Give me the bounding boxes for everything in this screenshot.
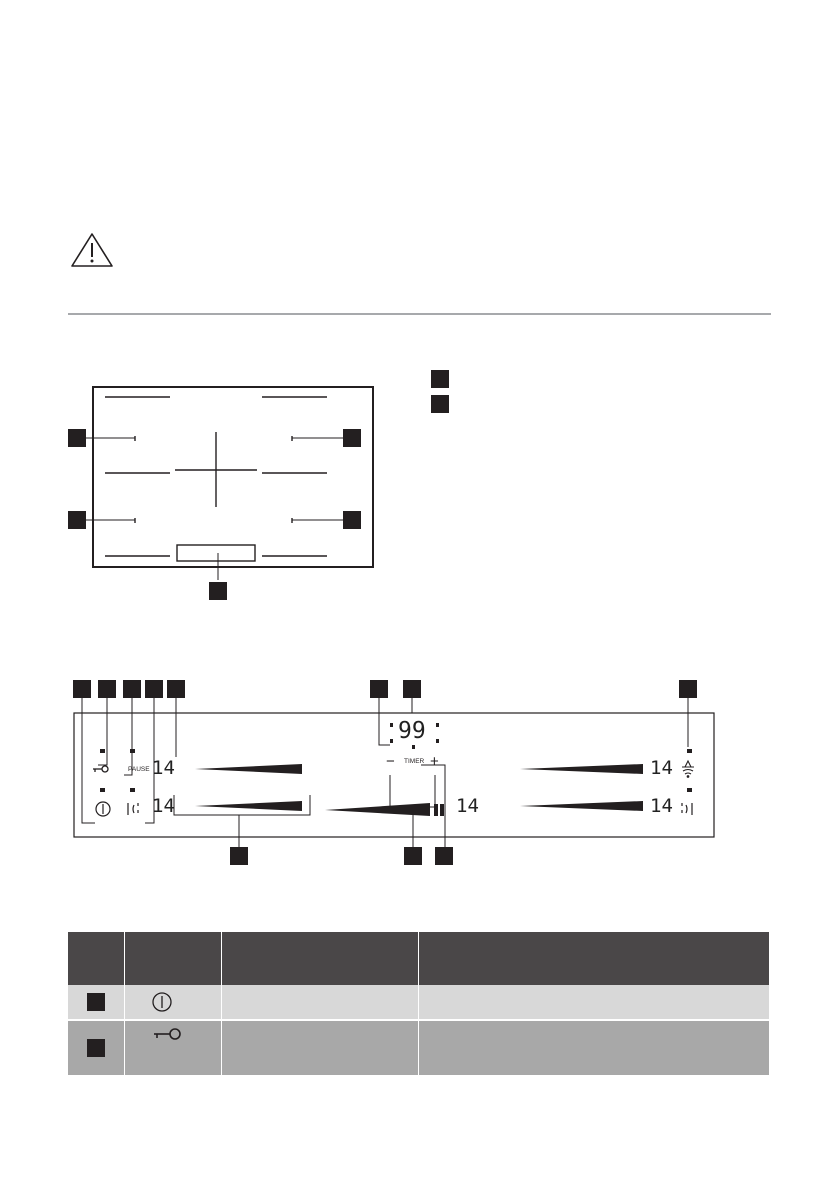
table-header-row	[68, 932, 770, 985]
hob-layout-diagram	[50, 380, 380, 605]
table-cell	[68, 1020, 125, 1075]
table-cell	[222, 985, 419, 1020]
table-cell	[68, 985, 125, 1020]
zone-display-right-bottom: 14	[650, 795, 673, 817]
timer-display: 99	[398, 718, 426, 744]
power-icon	[150, 990, 174, 1014]
symbol-table	[68, 932, 770, 1075]
zone-display-mid: 14	[456, 795, 479, 817]
zone-display-left-top: 14	[152, 757, 175, 779]
bridge-icon	[128, 803, 138, 815]
row-number-marker	[87, 1039, 105, 1057]
timer-label: TIMER	[404, 758, 425, 765]
legend-marker	[431, 370, 449, 388]
table-header	[125, 932, 222, 985]
legend-marker	[431, 395, 449, 413]
power-icon	[96, 802, 110, 816]
table-cell	[419, 1020, 770, 1075]
table-cell	[125, 1020, 222, 1075]
zone-display-right-top: 14	[650, 757, 673, 779]
table-header	[419, 932, 770, 985]
table-cell	[125, 985, 222, 1020]
row-number-marker	[87, 993, 105, 1011]
key-lock-icon	[152, 1027, 182, 1041]
timer-minus: −	[386, 753, 395, 770]
section-divider	[68, 313, 771, 315]
table-header	[222, 932, 419, 985]
control-panel-lines	[40, 675, 740, 875]
control-panel-diagram	[40, 675, 740, 875]
table-header	[68, 932, 125, 985]
key-lock-icon	[93, 766, 108, 772]
table-row	[68, 1020, 770, 1075]
bridge-icon	[682, 803, 692, 815]
pause-label: PAUSE	[128, 766, 150, 773]
table-cell	[222, 1020, 419, 1075]
table-cell	[419, 985, 770, 1020]
zone-display-left-bottom: 14	[152, 795, 175, 817]
timer-plus: +	[430, 753, 439, 770]
table-row	[68, 985, 770, 1020]
warning-triangle-icon	[70, 232, 114, 268]
hob2hood-icon	[682, 761, 694, 777]
